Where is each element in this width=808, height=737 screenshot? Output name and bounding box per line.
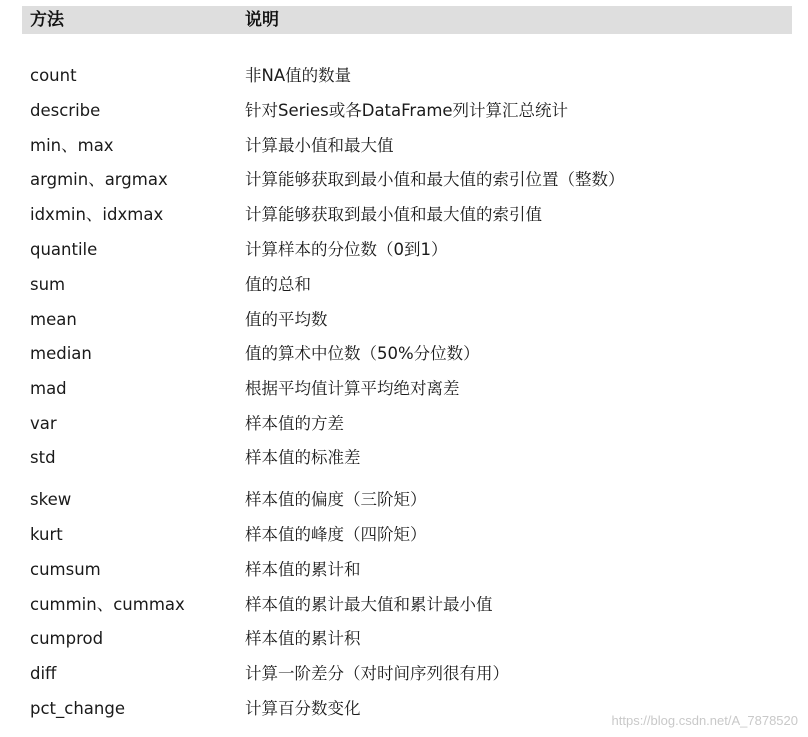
- header-method: 方法: [30, 10, 64, 30]
- method-cell: cummin、cummax: [30, 595, 185, 614]
- method-cell: std: [30, 448, 56, 467]
- table-row: [22, 131, 792, 161]
- table-row: [22, 200, 792, 230]
- watermark: https://blog.csdn.net/A_7878520: [611, 713, 798, 728]
- table-row: [22, 270, 792, 300]
- description-cell: 计算最小值和最大值: [245, 136, 394, 155]
- table-row: [22, 61, 792, 91]
- table-row: [22, 305, 792, 335]
- method-cell: count: [30, 66, 77, 85]
- method-cell: min、max: [30, 136, 114, 155]
- table-row: [22, 590, 792, 620]
- method-cell: describe: [30, 101, 101, 120]
- header-description: 说明: [245, 10, 279, 30]
- method-cell: skew: [30, 490, 72, 509]
- table-row: [22, 96, 792, 126]
- method-cell: quantile: [30, 240, 98, 259]
- description-cell: 样本值的累计和: [245, 560, 361, 579]
- description-cell: 计算百分数变化: [245, 699, 361, 718]
- table-row: [22, 235, 792, 265]
- description-cell: 值的算术中位数（50%分位数）: [245, 344, 480, 363]
- description-cell: 样本值的方差: [245, 414, 344, 433]
- description-cell: 计算能够获取到最小值和最大值的索引位置（整数）: [245, 170, 625, 189]
- table-row: [22, 409, 792, 439]
- description-cell: 样本值的累计最大值和累计最小值: [245, 595, 493, 614]
- description-cell: 针对Series或各DataFrame列计算汇总统计: [245, 101, 569, 120]
- method-cell: mad: [30, 379, 67, 398]
- description-cell: 计算样本的分位数（0到1）: [245, 240, 448, 259]
- table-row: [22, 443, 792, 473]
- method-cell: argmin、argmax: [30, 170, 168, 189]
- method-cell: kurt: [30, 525, 63, 544]
- table-row: [22, 339, 792, 369]
- method-cell: var: [30, 414, 57, 433]
- method-cell: pct_change: [30, 699, 125, 718]
- method-cell: median: [30, 344, 92, 363]
- method-cell: cumprod: [30, 629, 104, 648]
- table-row: [22, 624, 792, 654]
- description-cell: 根据平均值计算平均绝对离差: [245, 379, 460, 398]
- description-cell: 样本值的标准差: [245, 448, 361, 467]
- table-row: [22, 520, 792, 550]
- description-cell: 值的平均数: [245, 310, 328, 329]
- description-cell: 样本值的累计积: [245, 629, 361, 648]
- description-cell: 计算能够获取到最小值和最大值的索引值: [245, 205, 542, 224]
- method-cell: mean: [30, 310, 77, 329]
- description-cell: 值的总和: [245, 275, 311, 294]
- table-row: [22, 165, 792, 195]
- table-row: [22, 555, 792, 585]
- description-cell: 非NA值的数量: [245, 66, 352, 85]
- method-cell: diff: [30, 664, 57, 683]
- description-cell: 样本值的偏度（三阶矩）: [245, 490, 427, 509]
- table-row: [22, 374, 792, 404]
- method-cell: cumsum: [30, 560, 101, 579]
- methods-table: [22, 6, 792, 718]
- description-cell: 计算一阶差分（对时间序列很有用）: [245, 664, 509, 683]
- method-cell: sum: [30, 275, 66, 294]
- description-cell: 样本值的峰度（四阶矩）: [245, 525, 427, 544]
- method-cell: idxmin、idxmax: [30, 205, 164, 224]
- table-row: [22, 659, 792, 689]
- table-header: [22, 6, 792, 34]
- table-row: [22, 485, 792, 515]
